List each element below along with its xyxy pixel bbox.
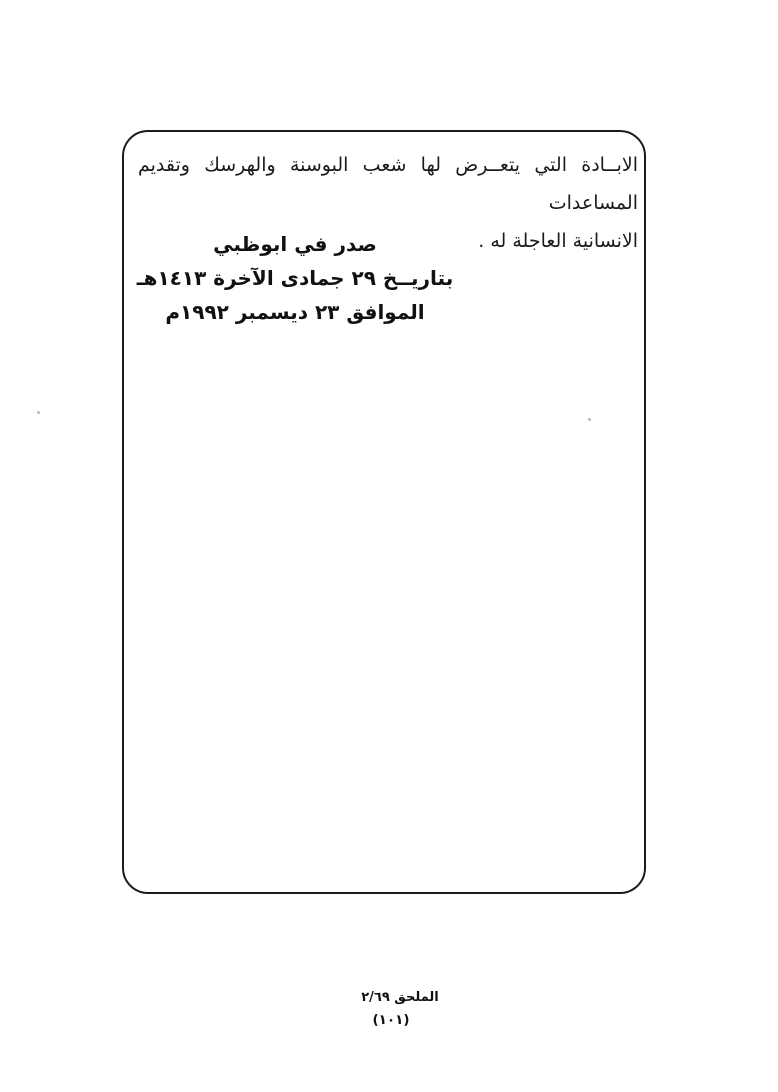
body-paragraph-line-1: الابــادة التي يتعــرض لها شعب البوسنة والهرسك وتقديم المساعدات: [138, 154, 638, 214]
issuance-place-line: صدر في ابوظبي: [213, 232, 377, 256]
scan-speck-left: [37, 411, 40, 414]
issuance-block: [124, 227, 466, 329]
footer-page-number: (١٠١): [372, 1012, 410, 1028]
issuance-hijri-date-line: بتاريــخ ٢٩ جمادى الآخرة ١٤١٣هـ: [136, 266, 454, 290]
body-paragraph-line-2: الانسانية العاجلة له .: [478, 230, 638, 252]
issuance-gregorian-date-line: الموافق ٢٣ ديسمبر ١٩٩٢م: [165, 300, 425, 324]
scan-speck-right: [588, 418, 591, 421]
footer-appendix-label: الملحق ٢/٦٩: [361, 990, 439, 1005]
